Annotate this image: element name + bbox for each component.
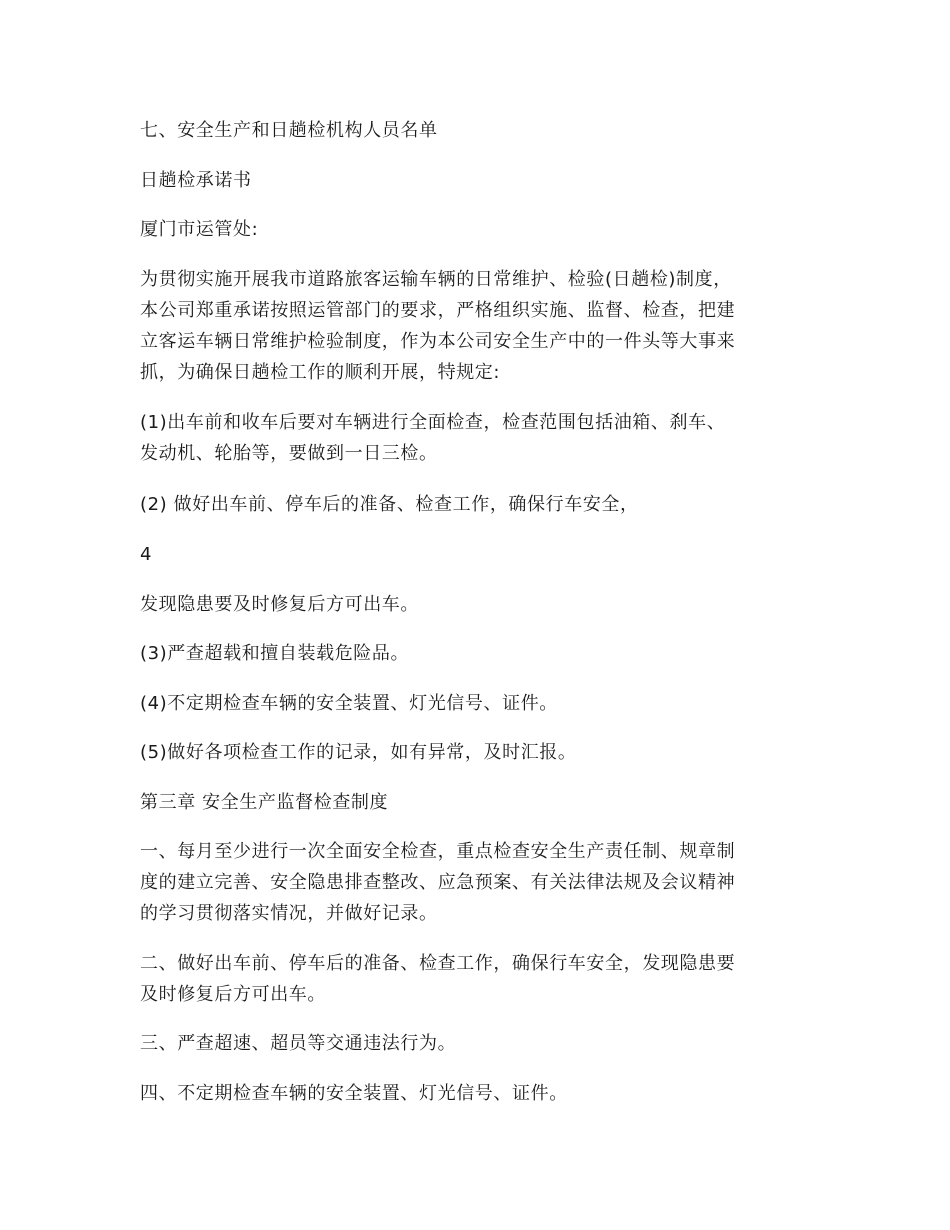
chapter-heading: 第三章 安全生产监督检查制度 — [140, 792, 389, 813]
intro-paragraph: 为贯彻实施开展我市道路旅客运输车辆的日常维护、检验(日趟检)制度， 本公司郑重承诺按照运管部门的要求，严格组织实施、监督、检查，把建 立客运车辆日常维护检验制度，作为本公司安全生产中的一件头等大事来 抓，为确保日趟检工作的顺利开展，特规定: — [140, 269, 736, 383]
inspection-item-2: 二、做好出车前、停车后的准备、检查工作，确保行车安全，发现隐患要 及时修复后方可出车。 — [140, 953, 736, 1005]
document-page — [140, 0, 820, 1230]
addressee-line: 厦门市运管处: — [140, 219, 259, 240]
rule-item-3: (3)严查超载和擅自装载危险品。 — [140, 643, 410, 664]
inspection-item-4: 四、不定期检查车辆的安全装置、灯光信号、证件。 — [140, 1083, 568, 1104]
rule-item-2: (2) 做好出车前、停车后的准备、检查工作，确保行车安全， — [140, 494, 639, 515]
inspection-item-1: 一、每月至少进行一次全面安全检查，重点检查安全生产责任制、规章制 度的建立完善、安全隐患排查整改、应急预案、有关法律法规及会议精神 的学习贯彻落实情况，并做好记录。 — [140, 841, 736, 924]
rule-item-5: (5)做好各项检查工作的记录，如有异常，及时汇报。 — [140, 742, 577, 763]
rule-item-2-continued: 发现隐患要及时修复后方可出车。 — [140, 594, 419, 615]
rule-item-1: (1)出车前和收车后要对车辆进行全面检查，检查范围包括油箱、刹车、 发动机、轮胎等，要做到一日三检。 — [140, 412, 726, 464]
document-title-commitment: 日趟检承诺书 — [140, 170, 252, 191]
inspection-item-3: 三、严查超速、超员等交通违法行为。 — [140, 1033, 457, 1054]
section-heading-personnel-list: 七、安全生产和日趟检机构人员名单 — [140, 120, 438, 141]
rule-item-4: (4)不定期检查车辆的安全装置、灯光信号、证件。 — [140, 693, 558, 714]
page-number: 4 — [140, 544, 153, 565]
